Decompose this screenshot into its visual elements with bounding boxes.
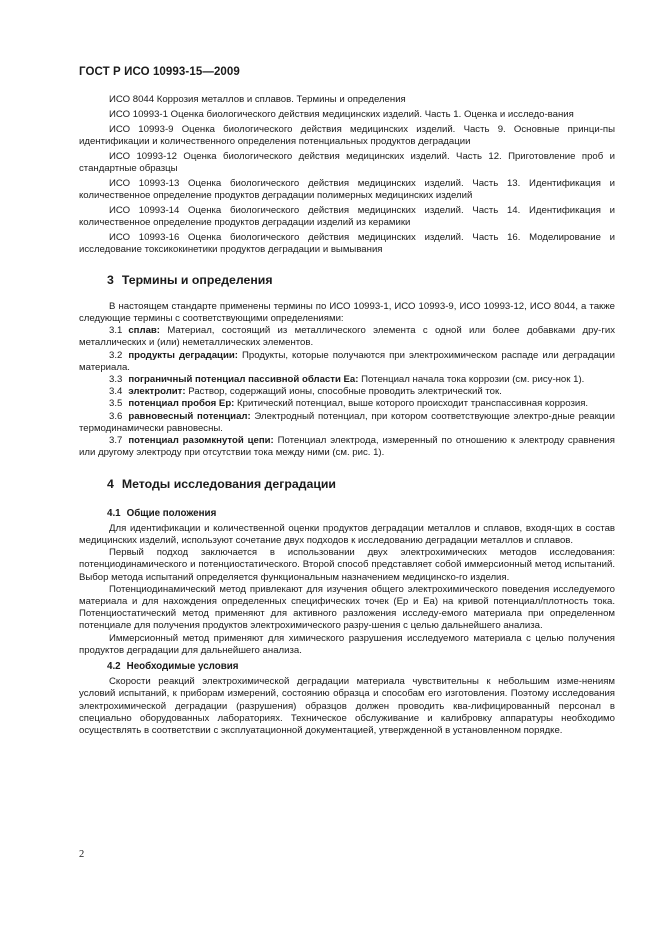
term-name: пограничный потенциал пассивной области Eа:	[128, 373, 359, 385]
reference-item: ИСО 10993-16 Оценка биологического действия медицинских изделий. Часть 16. Моделирование и исследование токсикокинетики продуктов деградации и вымывания	[79, 232, 615, 256]
subsection-title: Необходимые условия	[126, 661, 239, 673]
term-item	[79, 411, 615, 435]
reference-item: ИСО 8044 Коррозия металлов и сплавов. Термины и определения	[109, 94, 406, 105]
term-definition: Критический потенциал, выше которого происходит транспассивная коррозия.	[234, 398, 589, 410]
subsection-title: Общие положения	[126, 507, 217, 519]
term-item	[79, 386, 615, 398]
reference-item: ИСО 10993-9 Оценка биологического действия медицинских изделий. Часть 9. Основные принци-пы идентификации и количественного определения потенциальных продуктов деградации	[79, 123, 615, 147]
paragraph: Скорости реакций электрохимической деградации материала чувствительны к небольшим изме-нениям условий испытаний, к приборам измерений, состоянию образца и способам его изготовления. Поэтому исследования электрохимической деградации (разрушения) образцов должен проводить ква-лифицированный персонал в специально оборудованных лабораториях. Техническое обслуживание и калибровку аппаратуры необходимо осуществлять в соответствии с эксплуатационной документацией, утвержденной в установленном порядке.	[79, 676, 615, 737]
terms-intro: В настоящем стандарте применены термины по ИСО 10993-1, ИСО 10993-9, ИСО 10993-12, ИСО 8044, а также следующие термины с соответствующими определениями:	[79, 300, 615, 324]
term-definition: Раствор, содержащий ионы, способные проводить электрический ток.	[185, 386, 502, 398]
section-title: Методы исследования деградации	[121, 477, 336, 492]
term-name: потенциал разомкнутой цепи:	[128, 435, 274, 446]
term-definition: Материал, состоящий из металлического элемента с одной или более добавками дру-гих металлических и (или) неметаллических элементов.	[79, 325, 615, 349]
term-number: 3.1	[109, 325, 123, 337]
section-number: 4	[107, 477, 114, 492]
term-name: потенциал пробоя Ep:	[128, 398, 235, 410]
subsection-number: 4.2	[107, 661, 121, 673]
paragraph: Для идентификации и количественной оценки продуктов деградации металлов и сплавов, входя-щих в состав медицинских изделий, используют сочетание двух подходов к исследованию деградации металлов и сплавов.	[79, 522, 615, 547]
section-4-heading	[79, 478, 615, 490]
reference-item: ИСО 10993-1 Оценка биологического действия медицинских изделий. Часть 1. Оценка и исследо-вания	[109, 108, 574, 120]
term-name: равновесный потенциал:	[128, 410, 251, 422]
term-definition: Электродный потенциал, при котором соответствующие электро-дные реакции термодинамически равновесны.	[79, 410, 615, 434]
term-item	[79, 398, 615, 410]
term-definition: Потенциал электрода, измеренный по отношению к электроду сравнения или другому электроду при отсутствии тока между ними (см. рис. 1).	[79, 435, 615, 459]
section-3-heading	[79, 274, 615, 286]
subsection-number: 4.1	[107, 507, 121, 519]
reference-item: ИСО 10993-12 Оценка биологического действия медицинских изделий. Часть 12. Приготовление проб и стандартные образцы	[79, 150, 615, 175]
subsection-4-1-heading	[79, 508, 615, 520]
term-number: 3.3	[109, 373, 123, 385]
term-item	[79, 325, 615, 349]
term-number: 3.7	[109, 435, 123, 446]
paragraph: Потенциодинамический метод привлекают для изучения общего электрохимического поведения исследуемого материала и для нахождения определенных специфических точек (Ep и Eа) на кривой потенциал/плотность тока. Потенциостатический метод применяют для активного разложения исследу-емого материала при определенном потенциале для получения продуктов электрохимического разру-шения с целью дальнейшего анализа.	[79, 583, 615, 632]
term-definition: Продукты, которые получаются при электрохимическом распаде или деградации материала.	[79, 349, 615, 373]
document-body	[79, 94, 615, 737]
section-title: Термины и определения	[121, 272, 273, 287]
reference-item: ИСО 10993-14 Оценка биологического действия медицинских изделий. Часть 14. Идентификация и количественное определение продуктов деградации изделий из керамики	[79, 205, 615, 229]
section-number: 3	[107, 272, 114, 287]
reference-item: ИСО 10993-13 Оценка биологического действия медицинских изделий. Часть 13. Идентификация и количественное определение продуктов деградации полимерных медицинских изделий	[79, 177, 615, 202]
term-name: продукты деградации:	[128, 349, 238, 361]
page-number: 2	[79, 849, 85, 860]
term-name: сплав:	[128, 325, 160, 337]
paragraph: Иммерсионный метод применяют для химического разрушения исследуемого материала с целью получения продуктов деградации для дальнейшего анализа.	[79, 632, 615, 656]
term-number: 3.4	[109, 386, 123, 398]
term-number: 3.5	[109, 398, 123, 410]
term-definition: Потенциал начала тока коррозии (см. рису-нок 1).	[358, 373, 585, 385]
term-name: электролит:	[128, 386, 186, 398]
term-item	[79, 435, 615, 459]
subsection-4-2-heading	[79, 661, 615, 673]
term-item	[79, 350, 615, 374]
document-header: ГОСТ Р ИСО 10993-15—2009	[79, 66, 240, 78]
paragraph: Первый подход заключается в использовании двух электрохимических методов исследования: потенциодинамического и потенциостатического. Второй способ представляет собой иммерсионный метод испытаний. Выбор метода испытаний определяется функциональным назначением медицинско-го изделия.	[79, 547, 615, 583]
term-number: 3.2	[109, 349, 123, 361]
term-item	[79, 374, 615, 386]
term-number: 3.6	[109, 410, 123, 422]
normative-references	[79, 94, 615, 257]
